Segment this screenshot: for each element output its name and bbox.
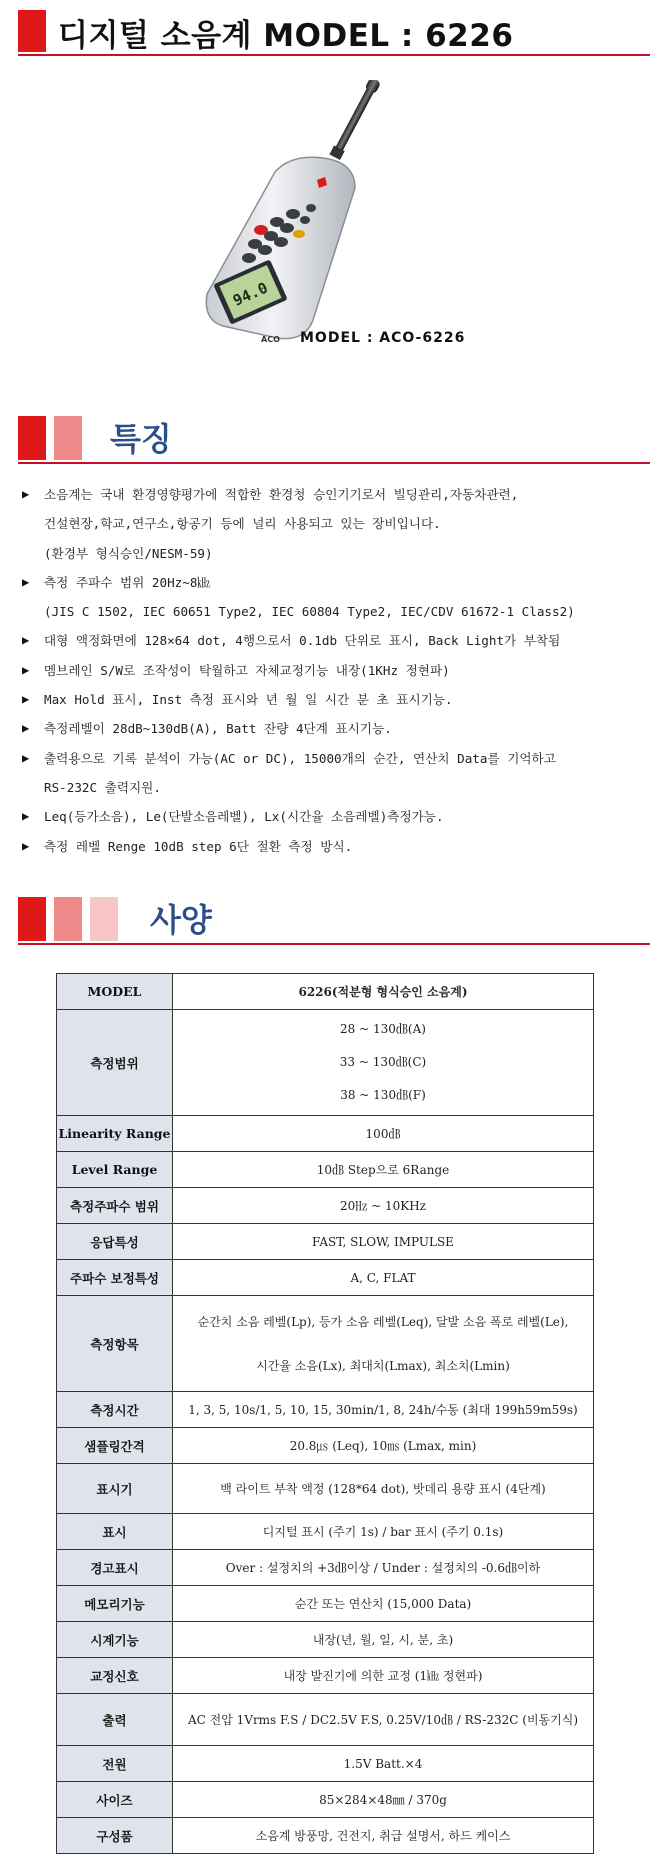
spec-key: 구성품 xyxy=(57,1818,173,1854)
spec-value xyxy=(173,1260,594,1296)
spec-value xyxy=(173,1782,594,1818)
feature-item xyxy=(22,832,642,861)
light-pink-square-icon xyxy=(90,897,118,941)
spec-value-line: 6226(적분형 형식승인 소음계) xyxy=(298,985,468,999)
spec-value xyxy=(173,1392,594,1428)
bullet-icon: ▶ xyxy=(22,809,30,824)
feature-item xyxy=(22,480,642,568)
lcd-reading: 94.0 xyxy=(230,278,271,310)
spec-value xyxy=(173,1586,594,1622)
bullet-icon: ▶ xyxy=(22,838,30,853)
spec-key: 교정신호 xyxy=(57,1658,173,1694)
spec-row xyxy=(57,1224,594,1260)
spec-value-line: 소음계 방풍망, 건전지, 취급 설명서, 하드 케이스 xyxy=(255,1829,511,1843)
feature-item xyxy=(22,626,642,655)
spec-header xyxy=(18,893,650,945)
spec-row xyxy=(57,1464,594,1514)
spec-key: 샘플링간격 xyxy=(57,1428,173,1464)
spec-value-line: 20.8㎲ (Leq), 10㎳ (Lmax, min) xyxy=(289,1439,477,1453)
title-header xyxy=(18,6,650,56)
product-model-label: MODEL : ACO-6226 xyxy=(300,330,466,346)
spec-row xyxy=(57,1694,594,1746)
spec-row xyxy=(57,1392,594,1428)
spec-row xyxy=(57,1658,594,1694)
spec-row xyxy=(57,1428,594,1464)
feature-item xyxy=(22,685,642,714)
spec-value-line: 33 ~ 130㏈(C) xyxy=(339,1055,427,1070)
spec-row xyxy=(57,1746,594,1782)
spec-key: 시계기능 xyxy=(57,1622,173,1658)
spec-value xyxy=(173,1464,594,1514)
feature-line: 측정 레벨 Renge 10dB step 6단 절환 측정 방식. xyxy=(44,838,353,854)
spec-value-line: 1.5V Batt.×4 xyxy=(343,1756,423,1771)
spec-row xyxy=(57,1782,594,1818)
spec-value-line: 38 ~ 130㏈(F) xyxy=(340,1087,426,1102)
bullet-icon: ▶ xyxy=(22,692,30,707)
spec-key: 사이즈 xyxy=(57,1782,173,1818)
spec-key: 경고표시 xyxy=(57,1550,173,1586)
spec-value xyxy=(173,1296,594,1392)
spec-row xyxy=(57,1188,594,1224)
spec-value xyxy=(173,1622,594,1658)
page-title: 디지털 소음계 MODEL : 6226 xyxy=(58,18,514,54)
spec-row xyxy=(57,1818,594,1854)
red-square-icon xyxy=(18,897,46,941)
spec-key: 표시 xyxy=(57,1514,173,1550)
spec-key: 메모리기능 xyxy=(57,1586,173,1622)
spec-key: 측정시간 xyxy=(57,1392,173,1428)
feature-line: 대형 액정화면에 128×64 dot, 4행으로서 0.1db 단위로 표시, Back Light가 부착됨 xyxy=(44,633,561,649)
spec-value xyxy=(173,1152,594,1188)
spec-value-line: AC 전압 1Vrms F.S / DC2.5V F.S, 0.25V/10㏈ / RS-232C (비동기식) xyxy=(187,1713,579,1727)
spec-row xyxy=(57,1296,594,1392)
spec-key: 측정주파수 범위 xyxy=(57,1188,173,1224)
feature-line: RS-232C 출력지원. xyxy=(44,779,161,795)
spec-value xyxy=(173,1224,594,1260)
spec-value-line: 순간 또는 연산치 (15,000 Data) xyxy=(294,1597,472,1611)
pink-square-icon xyxy=(54,897,82,941)
bullet-icon: ▶ xyxy=(22,750,30,765)
feature-line: 소음계는 국내 환경영향평가에 적합한 환경청 승인기기로서 빌딩관리,자동차관련, xyxy=(44,487,519,502)
spec-row xyxy=(57,974,594,1010)
feature-line: 측정레벨이 28dB~130dB(A), Batt 잔량 4단계 표시기능. xyxy=(44,721,392,737)
spec-row xyxy=(57,1260,594,1296)
spec-value-line: 28 ~ 130㏈(A) xyxy=(340,1022,426,1037)
spec-value-line: A, C, FLAT xyxy=(350,1270,416,1285)
bullet-icon: ▶ xyxy=(22,487,30,501)
spec-row xyxy=(57,1514,594,1550)
feature-item xyxy=(22,802,642,831)
spec-key: 응답특성 xyxy=(57,1224,173,1260)
spec-title: 사양 xyxy=(150,901,212,939)
spec-value xyxy=(173,1514,594,1550)
spec-value xyxy=(173,1550,594,1586)
features-title: 특징 xyxy=(110,420,172,458)
spec-value xyxy=(173,1428,594,1464)
feature-line: Max Hold 표시, Inst 측정 표시와 년 월 일 시간 분 초 표시기능. xyxy=(44,692,453,708)
spec-key: 출력 xyxy=(57,1694,173,1746)
spec-value-line: Over : 설정치의 +3㏈이상 / Under : 설정치의 -0.6㏈이하 xyxy=(225,1561,541,1575)
spec-key: Level Range xyxy=(57,1152,173,1188)
bullet-icon: ▶ xyxy=(22,662,30,677)
spec-key: Linearity Range xyxy=(57,1116,173,1152)
sound-level-meter-image xyxy=(205,80,405,360)
spec-value-line: 100㏈ xyxy=(365,1127,401,1141)
spec-value-line: 85×284×48㎜ / 370g xyxy=(319,1793,447,1807)
spec-value-line: 내장(년, 월, 일, 시, 분, 초) xyxy=(312,1633,454,1647)
spec-value xyxy=(173,1658,594,1694)
bullet-icon: ▶ xyxy=(22,721,30,736)
feature-item xyxy=(22,656,642,685)
spec-row xyxy=(57,1586,594,1622)
spec-value xyxy=(173,1694,594,1746)
spec-value-line: FAST, SLOW, IMPULSE xyxy=(312,1234,454,1249)
spec-row xyxy=(57,1152,594,1188)
spec-value-line: 20㎐ ~ 10KHz xyxy=(340,1199,426,1213)
spec-row xyxy=(57,1550,594,1586)
feature-line: (환경부 형식승인/NESM-59) xyxy=(44,545,213,561)
spec-key: 주파수 보정특성 xyxy=(57,1260,173,1296)
red-square-icon xyxy=(18,10,46,52)
features-list xyxy=(22,480,642,861)
spec-value xyxy=(173,1746,594,1782)
spec-value-line: 디지털 표시 (주기 1s) / bar 표시 (주기 0.1s) xyxy=(262,1525,504,1539)
spec-value-line: 시간율 소음(Lx), 최대치(Lmax), 최소치(Lmin) xyxy=(256,1358,510,1373)
spec-key: 측정범위 xyxy=(57,1010,173,1116)
spec-row xyxy=(57,1116,594,1152)
spec-value-line: 10㏈ Step으로 6Range xyxy=(316,1163,450,1177)
feature-line: 건설현장,학교,연구소,항공기 등에 널리 사용되고 있는 장비입니다. xyxy=(44,516,441,532)
spec-row xyxy=(57,1010,594,1116)
bullet-icon: ▶ xyxy=(22,633,30,648)
pink-square-icon xyxy=(54,416,82,460)
header-rule xyxy=(18,462,650,464)
feature-item xyxy=(22,568,642,627)
spec-table xyxy=(56,973,594,1854)
spec-key: MODEL xyxy=(57,974,173,1010)
spec-value xyxy=(173,1188,594,1224)
bullet-icon: ▶ xyxy=(22,574,30,589)
feature-line: (JIS C 1502, IEC 60651 Type2, IEC 60804 Type2, IEC/CDV 61672-1 Class2) xyxy=(44,604,575,620)
spec-row xyxy=(57,1622,594,1658)
feature-line: 멤브레인 S/W로 조작성이 탁월하고 자체교정기능 내장(1KHz 정현파) xyxy=(44,662,450,678)
feature-item xyxy=(22,714,642,743)
features-header xyxy=(18,412,650,464)
spec-value xyxy=(173,1116,594,1152)
brand-mark: ACO xyxy=(261,335,280,344)
spec-value-line: 내장 발진기에 의한 교정 (1㎑ 정현파) xyxy=(283,1669,483,1683)
spec-value xyxy=(173,974,594,1010)
spec-key: 전원 xyxy=(57,1746,173,1782)
spec-value xyxy=(173,1818,594,1854)
spec-key: 측정항목 xyxy=(57,1296,173,1392)
red-square-icon xyxy=(18,416,46,460)
spec-key: 표시기 xyxy=(57,1464,173,1514)
spec-value-line: 1, 3, 5, 10s/1, 5, 10, 15, 30min/1, 8, 24h/수동 (최대 199h59m59s) xyxy=(188,1403,578,1417)
feature-line: Leq(등가소음), Le(단발소음레벨), Lx(시간율 소음레벨)측정가능. xyxy=(44,809,444,825)
header-rule xyxy=(18,943,650,945)
feature-item xyxy=(22,744,642,803)
header-rule xyxy=(18,54,650,56)
feature-line: 출력용으로 기록 분석이 가능(AC or DC), 15000개의 순간, 연산치 Data를 기억하고 xyxy=(44,750,556,766)
feature-line: 측정 주파수 범위 20Hz~8㎑ xyxy=(44,574,210,590)
spec-value xyxy=(173,1010,594,1116)
spec-value-line: 순간치 소음 레벨(Lp), 등가 소음 레벨(Leq), 달발 소음 폭로 레벨(Le), xyxy=(197,1314,569,1329)
spec-value-line: 백 라이트 부착 액정 (128*64 dot), 밧데리 용량 표시 (4단계) xyxy=(220,1482,546,1496)
